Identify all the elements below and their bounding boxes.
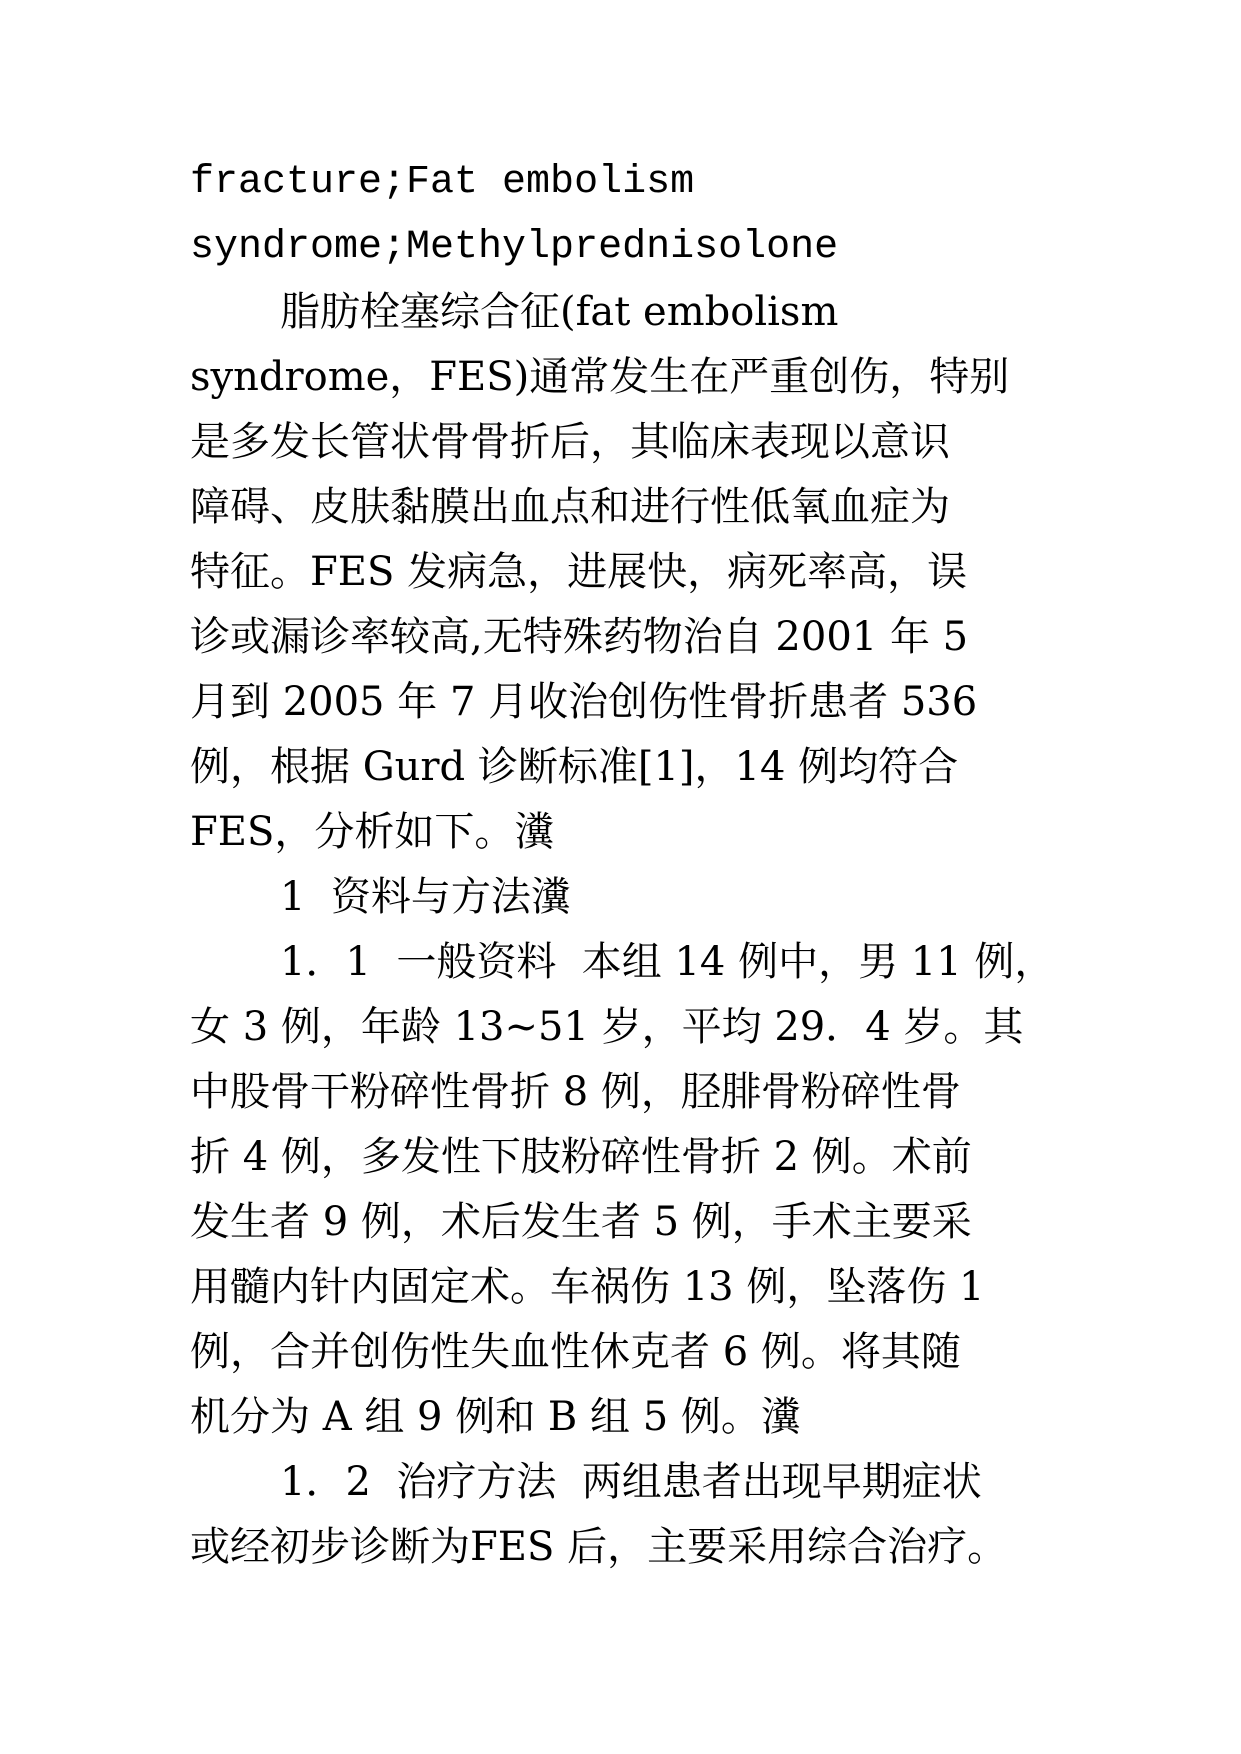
paragraph-start-line: 脂肪栓塞综合征(fat embolism [280,289,839,335]
text-line: 月到 2005 年 7 月收治创伤性骨折患者 536 [190,679,978,725]
text-line: 女 3 例，年龄 13~51 岁，平均 29．4 岁。其 [190,1004,1024,1050]
text-line: 障碍、皮肤黏膜出血点和进行性低氧血症为 [190,484,950,530]
text-line: syndrome;Methylprednisolone [190,225,839,270]
subsection-heading-line: 1．2 治疗方法 两组患者出现早期症状 [280,1459,982,1505]
section-heading: 1 资料与方法瀵 [280,874,571,920]
body-text [190,150,1060,1580]
text-line: 特征。FES 发病急，进展快，病死率高，误 [190,549,968,595]
text-line: FES，分析如下。瀵 [190,809,555,855]
text-line: 例，合并创伤性失血性休克者 6 例。将其随 [190,1329,961,1375]
text-line: syndrome，FES)通常发生在严重创伤，特别 [190,354,1010,400]
text-line: 发生者 9 例，术后发生者 5 例，手术主要采 [190,1199,972,1245]
text-line: 或经初步诊断为FES 后，主要采用综合治疗。 [190,1524,1008,1570]
text-line: 诊或漏诊率较高,无特殊药物治自 2001 年 5 [190,614,969,660]
text-line: 折 4 例，多发性下肢粉碎性骨折 2 例。术前 [190,1134,972,1180]
text-line: 中股骨干粉碎性骨折 8 例，胫腓骨粉碎性骨 [190,1069,961,1115]
text-line: 机分为 A 组 9 例和 B 组 5 例。瀵 [190,1394,801,1440]
text-line: 例，根据 Gurd 诊断标准[1]，14 例均符合 [190,744,959,790]
subsection-heading-line: 1．1 一般资料 本组 14 例中，男 11 例， [280,939,1055,985]
text-line: 用髓内针内固定术。车祸伤 13 例，坠落伤 1 [190,1264,985,1310]
text-line: 是多发长管状骨骨折后，其临床表现以意识 [190,419,950,465]
text-line: fracture;Fat embolism [190,160,695,205]
